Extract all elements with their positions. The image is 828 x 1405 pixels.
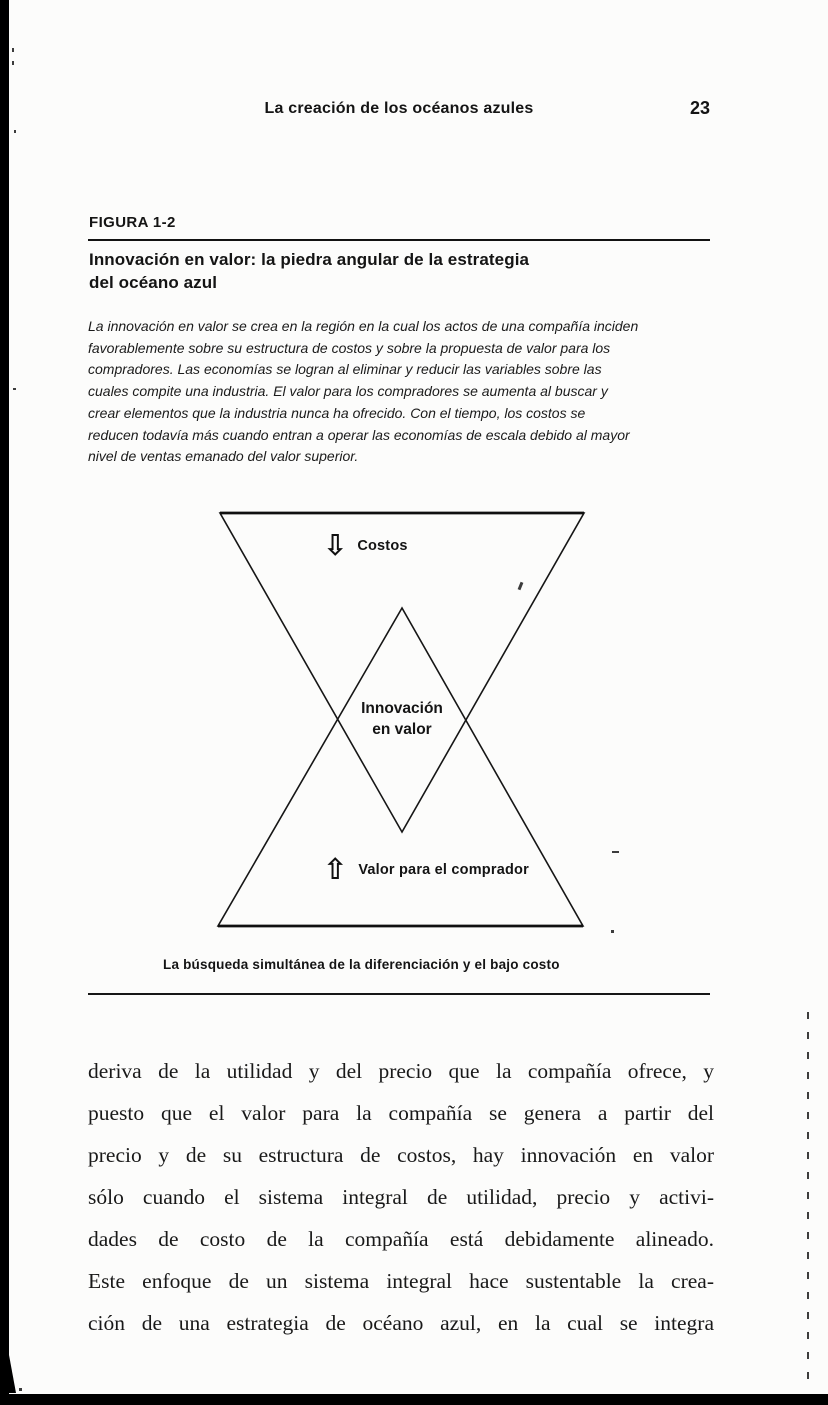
figure-description-line: cuales compite una industria. El valor para los compradores se aumenta al buscar y: [88, 383, 608, 400]
body-line: deriva de la utilidad y del precio que la compañía ofrece, y: [88, 1059, 714, 1083]
figure-top-rule: [88, 239, 710, 241]
scan-artifact: [13, 388, 16, 390]
body-line: Este enfoque de un sistema integral hace sustentable la crea-: [88, 1269, 714, 1293]
scan-gutter-bar: [0, 0, 9, 1405]
body-line: dades de costo de la compañía está debidamente alineado.: [88, 1227, 714, 1251]
scan-artifact: [12, 61, 14, 65]
value-innovation-label-line: en valor: [372, 720, 432, 738]
value-innovation-label-line: Innovación: [361, 700, 443, 717]
figure-bottom-rule: [88, 993, 710, 995]
figure-description-line: compradores. Las economías se logran al eliminar y reducir las variables sobre las: [88, 361, 602, 378]
figure-title-line: Innovación en valor: la piedra angular de la estrategia: [89, 250, 530, 269]
down-white-arrow-icon: ⇩: [323, 528, 348, 562]
scan-bottom-bar: [0, 1394, 828, 1405]
scan-artifact: [14, 130, 16, 133]
costs-annotation: [323, 528, 408, 562]
body-line: sólo cuando el sistema integral de utilidad, precio y activi-: [88, 1185, 714, 1209]
scan-artifact: [612, 851, 619, 853]
figure-description-line: favorablemente sobre su estructura de costos y sobre la propuesta de valor para los: [88, 339, 611, 356]
scan-artifact: [12, 48, 14, 52]
figure-description: [88, 316, 728, 468]
figure-description-line: La innovación en valor se crea en la región en la cual los actos de una compañía inciden: [88, 318, 639, 334]
buyer-value-label: Valor para el comprador: [358, 861, 529, 878]
body-paragraph: [88, 1050, 714, 1344]
figure-description-line: reducen todavía más cuando entran a operar las economías de escala debido al mayor: [88, 426, 630, 443]
costs-label: Costos: [357, 537, 408, 554]
up-white-arrow-icon: ⇧: [323, 852, 348, 886]
scan-dashed-margin-line: [807, 1012, 809, 1392]
running-header-title: La creación de los océanos azules: [264, 100, 534, 117]
page-number: 23: [689, 98, 710, 118]
figure-label: FIGURA 1-2: [89, 214, 176, 231]
body-line: precio y de su estructura de costos, hay innovación en valor: [88, 1143, 714, 1167]
figure-description-line: crear elementos que la industria nunca ha ofrecido. Con el tiempo, los costos se: [88, 404, 586, 421]
body-line: puesto que el valor para la compañía se genera a partir del: [88, 1101, 714, 1125]
body-line: ción de una estrategia de océano azul, en la cual se integra: [88, 1311, 714, 1335]
figure-title-line: del océano azul: [89, 273, 218, 292]
figure-title: [89, 248, 649, 294]
figure-caption: La búsqueda simultánea de la diferenciación y el bajo costo: [163, 957, 560, 972]
buyer-value-annotation: [323, 852, 529, 886]
scan-artifact: [19, 1388, 22, 1391]
value-innovation-label: [330, 699, 474, 740]
costs-triangle-down: [220, 513, 584, 832]
figure-description-line: nivel de ventas emanado del valor superior.: [88, 448, 359, 465]
scan-artifact: [611, 930, 614, 933]
